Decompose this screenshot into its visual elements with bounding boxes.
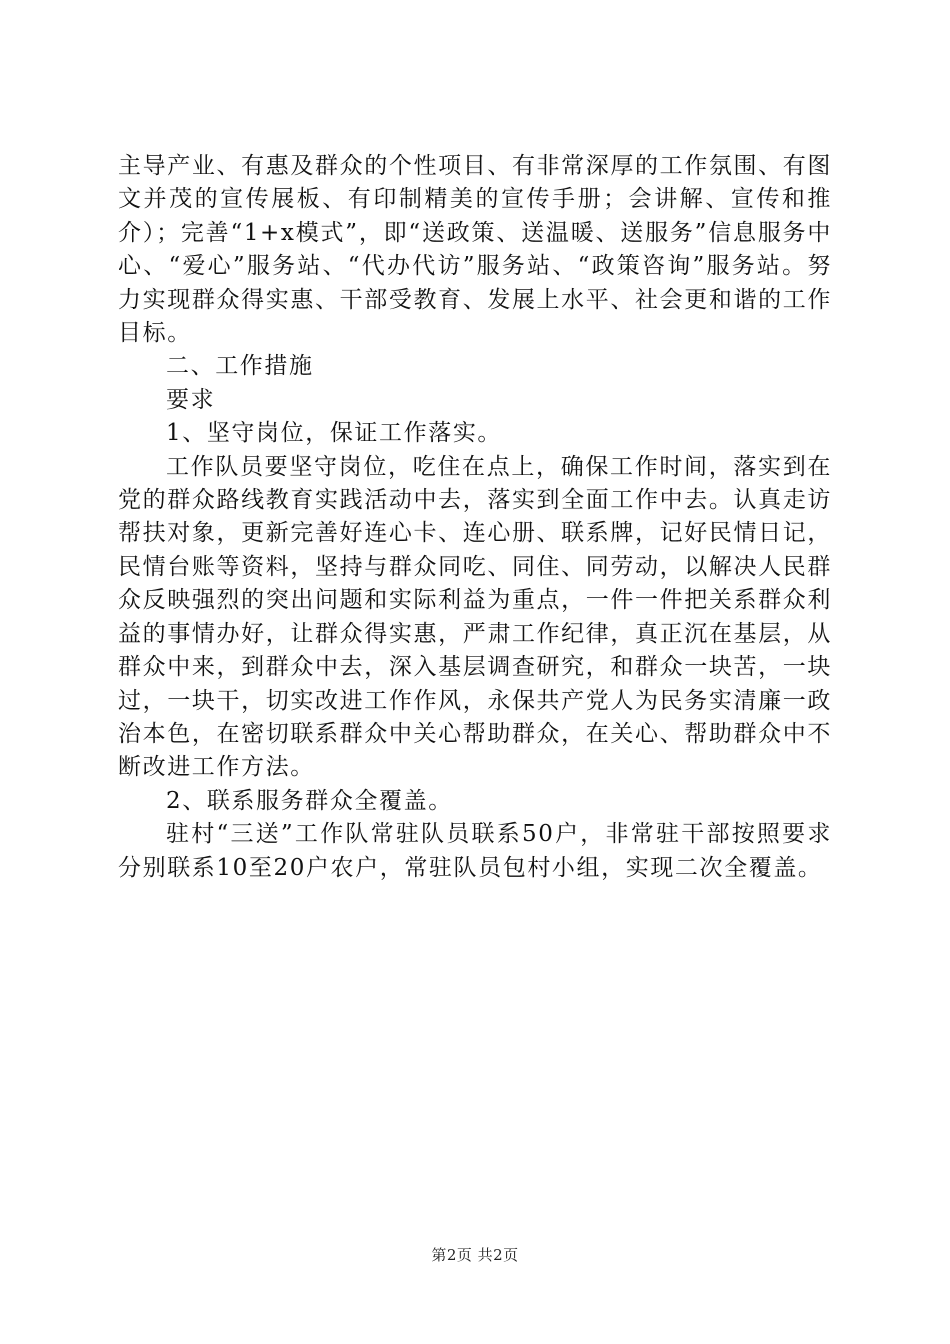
subheading-requirements: 要求: [166, 386, 216, 413]
section-heading-measures: 二、工作措施: [166, 353, 314, 380]
paragraph-intro: 主导产业、有惠及群众的个性项目、有非常深厚的工作氛围、有图文并茂的宣传展板、有印制精美的宣传手册；会讲解、宣传和推介）；完善“1+x模式”，即“送政策、送温暖、送服务”信息服务中心、“爱心”服务站、“代办代访”服务站、“政策咨询”服务站。努力实现群众得实惠、干部受教育、发展上水平、社会更和谐的工作目标。: [118, 153, 832, 347]
item-heading-2: 2、联系服务群众全覆盖。: [166, 787, 453, 814]
document-body: [118, 150, 832, 885]
paragraph-item-1: 工作队员要坚守岗位，吃住在点上，确保工作时间，落实到在党的群众路线教育实践活动中去，落实到全面工作中去。认真走访帮扶对象，更新完善好连心卡、连心册、联系牌，记好民情日记，民情台账等资料，坚持与群众同吃、同住、同劳动，以解决人民群众反映强烈的突出问题和实际利益为重点，一件一件把关系群众利益的事情办好，让群众得实惠，严肃工作纪律，真正沉在基层，从群众中来，到群众中去，深入基层调查研究，和群众一块苦，一块过，一块干，切实改进工作作风，永保共产党人为民务实清廉一政治本色，在密切联系群众中关心帮助群众，在关心、帮助群众中不断改进工作方法。: [118, 453, 832, 781]
page-number-footer: 第2页 共2页: [431, 1246, 519, 1264]
item-heading-1: 1、坚守岗位，保证工作落实。: [166, 420, 503, 447]
paragraph-item-2: 驻村“三送”工作队常驻队员联系50户，非常驻干部按照要求分别联系10至20户农户，常驻队员包村小组，实现二次全覆盖。: [118, 821, 832, 881]
